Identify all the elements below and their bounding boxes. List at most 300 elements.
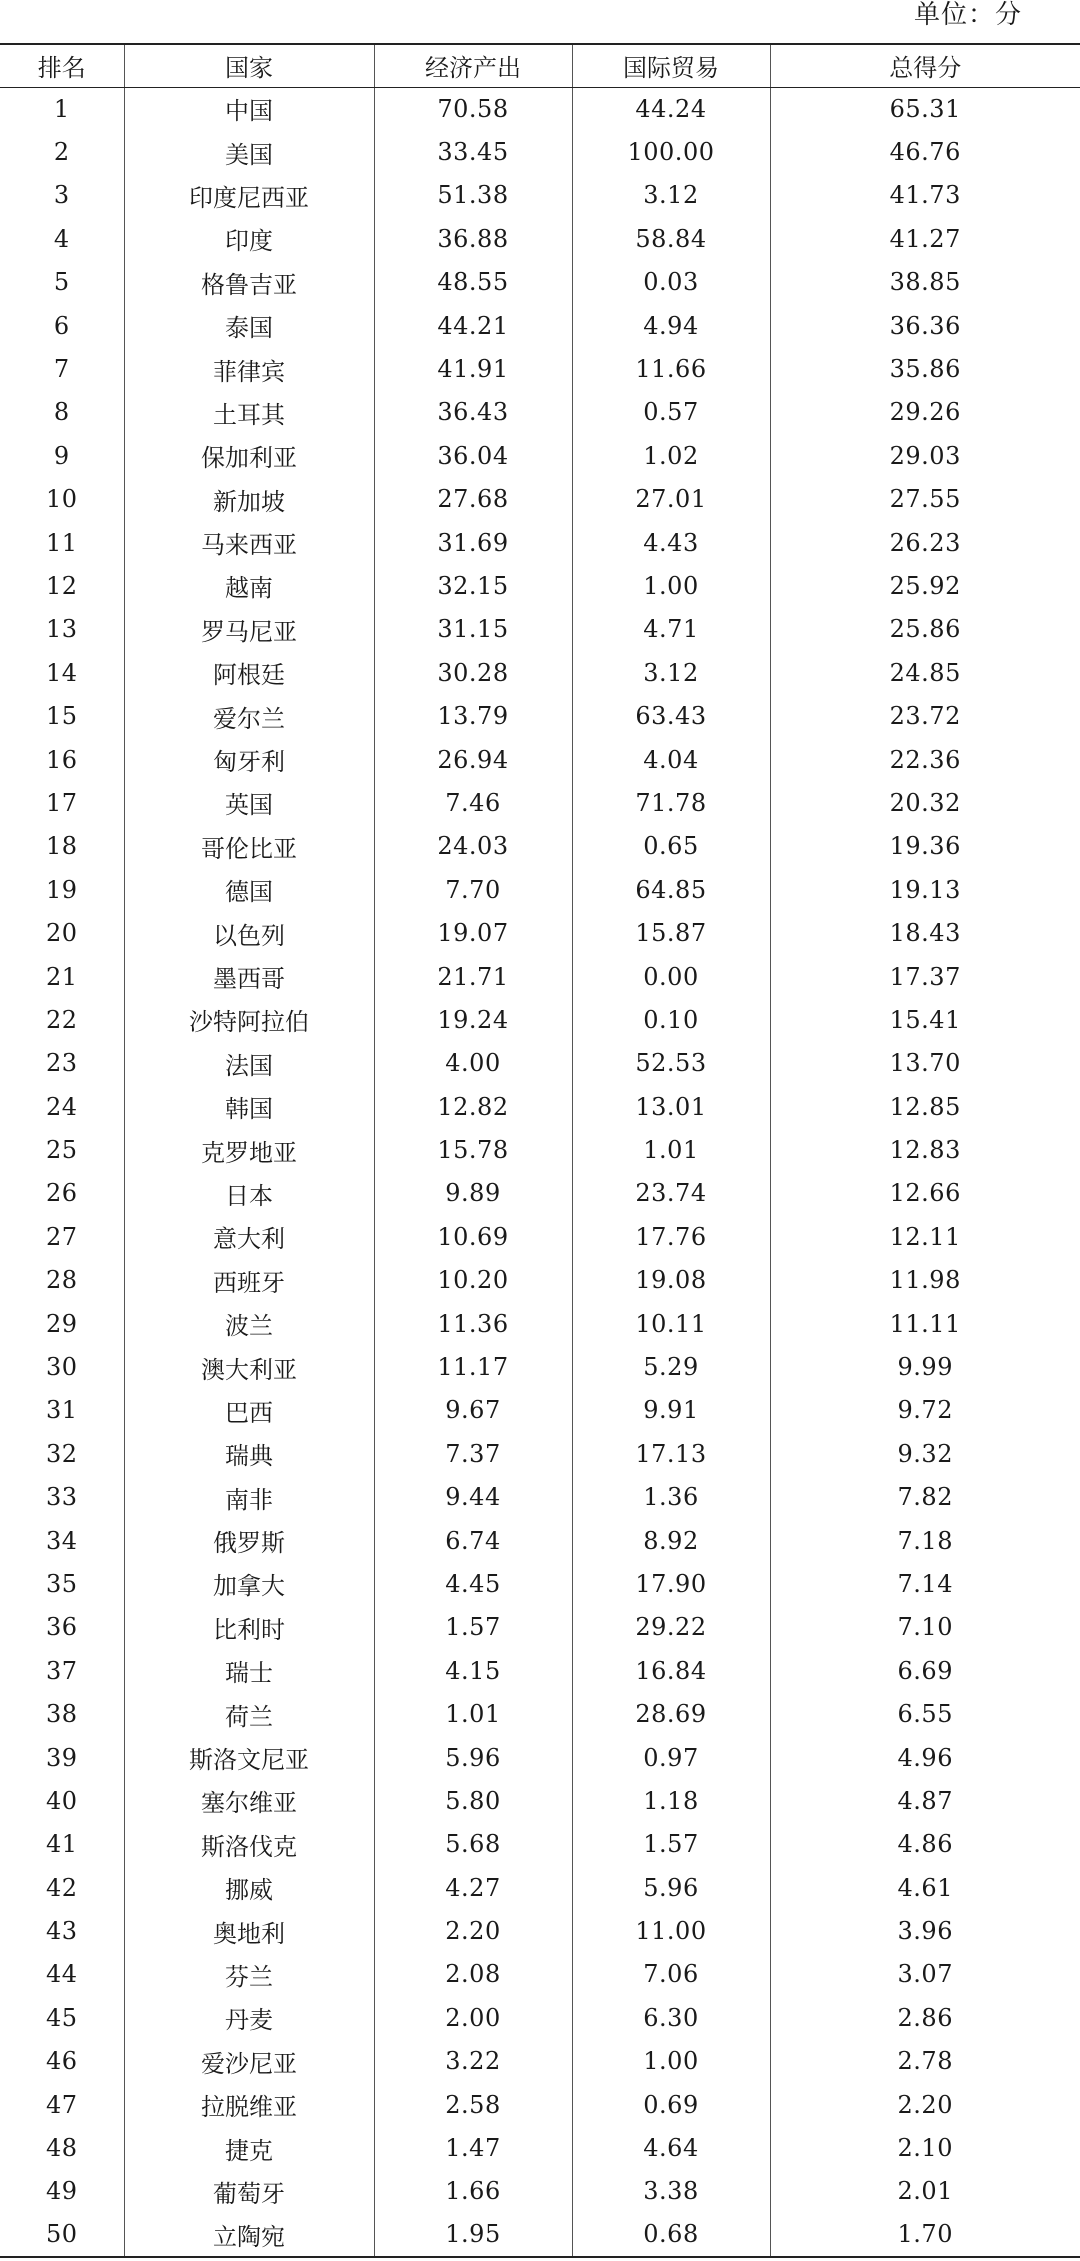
table-row xyxy=(0,911,1080,954)
cell-international-trade: 1.01 xyxy=(572,1128,770,1171)
cell-international-trade: 71.78 xyxy=(572,781,770,824)
table-row xyxy=(0,1909,1080,1952)
cell-economic-output: 33.45 xyxy=(374,130,572,173)
cell-total-score: 4.87 xyxy=(770,1779,1080,1822)
cell-economic-output: 44.21 xyxy=(374,304,572,347)
table-row xyxy=(0,391,1080,434)
cell-rank: 37 xyxy=(45,1656,78,1685)
cell-total-score: 7.82 xyxy=(770,1476,1080,1519)
cell-economic-output: 4.45 xyxy=(374,1562,572,1605)
cell-economic-output: 70.58 xyxy=(374,87,572,130)
cell-international-trade: 5.96 xyxy=(572,1866,770,1909)
cell-total-score: 46.76 xyxy=(770,130,1080,173)
table-row xyxy=(0,261,1080,304)
cell-total-score: 3.07 xyxy=(770,1953,1080,1996)
cell-economic-output: 1.95 xyxy=(374,2213,572,2256)
table-row xyxy=(0,1779,1080,1822)
table-row xyxy=(0,868,1080,911)
cell-total-score: 11.11 xyxy=(770,1302,1080,1345)
table-row xyxy=(0,347,1080,390)
cell-rank: 11 xyxy=(45,528,78,557)
cell-total-score: 38.85 xyxy=(770,261,1080,304)
cell-international-trade: 1.02 xyxy=(572,434,770,477)
cell-total-score: 6.55 xyxy=(770,1692,1080,1735)
cell-country: 巴西 xyxy=(124,1389,374,1432)
cell-rank: 9 xyxy=(53,441,70,470)
cell-economic-output: 15.78 xyxy=(374,1128,572,1171)
cell-economic-output: 2.58 xyxy=(374,2083,572,2126)
cell-rank: 39 xyxy=(45,1743,78,1772)
cell-economic-output: 11.36 xyxy=(374,1302,572,1345)
cell-international-trade: 0.00 xyxy=(572,955,770,998)
table-row xyxy=(0,304,1080,347)
cell-rank: 20 xyxy=(45,919,78,948)
cell-country: 菲律宾 xyxy=(124,347,374,390)
cell-international-trade: 4.04 xyxy=(572,738,770,781)
cell-rank: 12 xyxy=(45,571,78,600)
cell-rank: 35 xyxy=(45,1569,78,1598)
cell-economic-output: 9.67 xyxy=(374,1389,572,1432)
cell-rank: 1 xyxy=(53,94,70,123)
cell-international-trade: 8.92 xyxy=(572,1519,770,1562)
cell-total-score: 29.26 xyxy=(770,391,1080,434)
cell-total-score: 12.66 xyxy=(770,1172,1080,1215)
cell-country: 新加坡 xyxy=(124,478,374,521)
cell-rank: 2 xyxy=(53,138,70,167)
cell-country: 比利时 xyxy=(124,1606,374,1649)
cell-country: 爱沙尼亚 xyxy=(124,2040,374,2083)
table-row xyxy=(0,781,1080,824)
cell-rank: 38 xyxy=(45,1700,78,1729)
cell-total-score: 2.20 xyxy=(770,2083,1080,2126)
cell-total-score: 17.37 xyxy=(770,955,1080,998)
cell-rank: 48 xyxy=(45,2134,78,2163)
cell-total-score: 2.78 xyxy=(770,2040,1080,2083)
cell-international-trade: 10.11 xyxy=(572,1302,770,1345)
cell-total-score: 41.73 xyxy=(770,174,1080,217)
cell-economic-output: 36.88 xyxy=(374,217,572,260)
cell-total-score: 12.83 xyxy=(770,1128,1080,1171)
cell-economic-output: 5.80 xyxy=(374,1779,572,1822)
cell-economic-output: 51.38 xyxy=(374,174,572,217)
cell-country: 中国 xyxy=(124,87,374,130)
cell-total-score: 15.41 xyxy=(770,998,1080,1041)
cell-total-score: 24.85 xyxy=(770,651,1080,694)
cell-international-trade: 4.94 xyxy=(572,304,770,347)
table-row xyxy=(0,1389,1080,1432)
cell-total-score: 26.23 xyxy=(770,521,1080,564)
cell-total-score: 20.32 xyxy=(770,781,1080,824)
cell-rank: 47 xyxy=(45,2090,78,2119)
cell-country: 以色列 xyxy=(124,911,374,954)
cell-international-trade: 0.97 xyxy=(572,1736,770,1779)
header-country: 国家 xyxy=(124,44,374,87)
cell-country: 阿根廷 xyxy=(124,651,374,694)
cell-rank: 26 xyxy=(45,1179,78,1208)
cell-country: 德国 xyxy=(124,868,374,911)
cell-economic-output: 36.43 xyxy=(374,391,572,434)
cell-international-trade: 1.00 xyxy=(572,564,770,607)
cell-country: 泰国 xyxy=(124,304,374,347)
table-row xyxy=(0,651,1080,694)
cell-international-trade: 1.00 xyxy=(572,2040,770,2083)
cell-international-trade: 27.01 xyxy=(572,478,770,521)
cell-country: 爱尔兰 xyxy=(124,694,374,737)
cell-international-trade: 52.53 xyxy=(572,1042,770,1085)
table-row xyxy=(0,1345,1080,1388)
cell-international-trade: 15.87 xyxy=(572,911,770,954)
cell-rank: 25 xyxy=(45,1136,78,1165)
cell-rank: 21 xyxy=(45,962,78,991)
cell-total-score: 4.61 xyxy=(770,1866,1080,1909)
table-row xyxy=(0,478,1080,521)
cell-rank: 8 xyxy=(53,398,70,427)
cell-country: 保加利亚 xyxy=(124,434,374,477)
cell-rank: 30 xyxy=(45,1353,78,1382)
cell-country: 斯洛文尼亚 xyxy=(124,1736,374,1779)
cell-economic-output: 19.24 xyxy=(374,998,572,1041)
cell-rank: 29 xyxy=(45,1309,78,1338)
cell-total-score: 22.36 xyxy=(770,738,1080,781)
cell-country: 俄罗斯 xyxy=(124,1519,374,1562)
cell-rank: 15 xyxy=(45,702,78,731)
table-row xyxy=(0,1736,1080,1779)
cell-country: 荷兰 xyxy=(124,1692,374,1735)
cell-economic-output: 1.47 xyxy=(374,2126,572,2169)
table-body xyxy=(0,87,1080,2257)
cell-international-trade: 7.06 xyxy=(572,1953,770,1996)
table-row xyxy=(0,130,1080,173)
cell-country: 土耳其 xyxy=(124,391,374,434)
cell-total-score: 36.36 xyxy=(770,304,1080,347)
cell-economic-output: 27.68 xyxy=(374,478,572,521)
cell-total-score: 23.72 xyxy=(770,694,1080,737)
cell-rank: 18 xyxy=(45,832,78,861)
table-row xyxy=(0,2213,1080,2256)
cell-country: 南非 xyxy=(124,1476,374,1519)
cell-international-trade: 1.57 xyxy=(572,1823,770,1866)
cell-total-score: 2.86 xyxy=(770,1996,1080,2039)
cell-rank: 49 xyxy=(45,2177,78,2206)
cell-total-score: 41.27 xyxy=(770,217,1080,260)
cell-country: 塞尔维亚 xyxy=(124,1779,374,1822)
cell-country: 美国 xyxy=(124,130,374,173)
table-row xyxy=(0,1128,1080,1171)
cell-country: 挪威 xyxy=(124,1866,374,1909)
cell-country: 西班牙 xyxy=(124,1259,374,1302)
table-row xyxy=(0,217,1080,260)
table-row xyxy=(0,2083,1080,2126)
cell-economic-output: 9.89 xyxy=(374,1172,572,1215)
header-international-trade: 国际贸易 xyxy=(572,44,770,87)
cell-total-score: 6.69 xyxy=(770,1649,1080,1692)
cell-international-trade: 58.84 xyxy=(572,217,770,260)
cell-total-score: 18.43 xyxy=(770,911,1080,954)
cell-economic-output: 5.68 xyxy=(374,1823,572,1866)
table-row xyxy=(0,1259,1080,1302)
cell-international-trade: 6.30 xyxy=(572,1996,770,2039)
cell-total-score: 9.32 xyxy=(770,1432,1080,1475)
cell-economic-output: 41.91 xyxy=(374,347,572,390)
table-row xyxy=(0,1215,1080,1258)
table-row xyxy=(0,564,1080,607)
cell-country: 克罗地亚 xyxy=(124,1128,374,1171)
cell-total-score: 4.96 xyxy=(770,1736,1080,1779)
cell-international-trade: 63.43 xyxy=(572,694,770,737)
cell-economic-output: 11.17 xyxy=(374,1345,572,1388)
cell-economic-output: 5.96 xyxy=(374,1736,572,1779)
table-row xyxy=(0,1432,1080,1475)
cell-economic-output: 31.69 xyxy=(374,521,572,564)
cell-total-score: 2.01 xyxy=(770,2170,1080,2213)
cell-international-trade: 4.71 xyxy=(572,608,770,651)
cell-economic-output: 6.74 xyxy=(374,1519,572,1562)
table-row xyxy=(0,174,1080,217)
cell-country: 芬兰 xyxy=(124,1953,374,1996)
cell-international-trade: 0.57 xyxy=(572,391,770,434)
cell-total-score: 29.03 xyxy=(770,434,1080,477)
cell-rank: 19 xyxy=(45,875,78,904)
table-row xyxy=(0,434,1080,477)
cell-total-score: 11.98 xyxy=(770,1259,1080,1302)
cell-rank: 5 xyxy=(53,268,70,297)
cell-economic-output: 4.27 xyxy=(374,1866,572,1909)
cell-international-trade: 0.03 xyxy=(572,261,770,304)
cell-international-trade: 9.91 xyxy=(572,1389,770,1432)
header-rank: 排名 xyxy=(0,44,124,87)
table-row xyxy=(0,1953,1080,1996)
cell-country: 沙特阿拉伯 xyxy=(124,998,374,1041)
table-row xyxy=(0,608,1080,651)
cell-economic-output: 32.15 xyxy=(374,564,572,607)
cell-rank: 42 xyxy=(45,1873,78,1902)
cell-country: 捷克 xyxy=(124,2126,374,2169)
header-row xyxy=(0,44,1080,87)
cell-total-score: 2.10 xyxy=(770,2126,1080,2169)
cell-economic-output: 7.37 xyxy=(374,1432,572,1475)
cell-rank: 23 xyxy=(45,1049,78,1078)
cell-country: 印度 xyxy=(124,217,374,260)
cell-country: 格鲁吉亚 xyxy=(124,261,374,304)
cell-total-score: 12.11 xyxy=(770,1215,1080,1258)
cell-international-trade: 0.65 xyxy=(572,825,770,868)
cell-rank: 16 xyxy=(45,745,78,774)
cell-economic-output: 3.22 xyxy=(374,2040,572,2083)
header-total-score: 总得分 xyxy=(770,44,1080,87)
table-header xyxy=(0,44,1080,87)
table-row xyxy=(0,1476,1080,1519)
cell-rank: 41 xyxy=(45,1830,78,1859)
cell-economic-output: 26.94 xyxy=(374,738,572,781)
table-row xyxy=(0,1302,1080,1345)
cell-international-trade: 19.08 xyxy=(572,1259,770,1302)
cell-economic-output: 7.46 xyxy=(374,781,572,824)
cell-country: 拉脱维亚 xyxy=(124,2083,374,2126)
table-row xyxy=(0,1649,1080,1692)
table-row xyxy=(0,825,1080,868)
cell-total-score: 1.70 xyxy=(770,2213,1080,2256)
cell-economic-output: 7.70 xyxy=(374,868,572,911)
cell-economic-output: 2.20 xyxy=(374,1909,572,1952)
cell-economic-output: 2.00 xyxy=(374,1996,572,2039)
table-row xyxy=(0,1996,1080,2039)
table-row xyxy=(0,1085,1080,1128)
table-row xyxy=(0,521,1080,564)
cell-rank: 3 xyxy=(53,181,70,210)
cell-international-trade: 0.10 xyxy=(572,998,770,1041)
table-row xyxy=(0,2170,1080,2213)
cell-country: 印度尼西亚 xyxy=(124,174,374,217)
cell-rank: 10 xyxy=(45,485,78,514)
cell-country: 韩国 xyxy=(124,1085,374,1128)
cell-international-trade: 1.18 xyxy=(572,1779,770,1822)
table-row xyxy=(0,738,1080,781)
cell-international-trade: 13.01 xyxy=(572,1085,770,1128)
cell-country: 奥地利 xyxy=(124,1909,374,1952)
cell-international-trade: 28.69 xyxy=(572,1692,770,1735)
cell-country: 立陶宛 xyxy=(124,2213,374,2256)
cell-rank: 43 xyxy=(45,1917,78,1946)
cell-economic-output: 4.00 xyxy=(374,1042,572,1085)
cell-country: 匈牙利 xyxy=(124,738,374,781)
cell-international-trade: 3.12 xyxy=(572,651,770,694)
cell-country: 法国 xyxy=(124,1042,374,1085)
cell-economic-output: 1.01 xyxy=(374,1692,572,1735)
cell-economic-output: 1.66 xyxy=(374,2170,572,2213)
cell-total-score: 13.70 xyxy=(770,1042,1080,1085)
cell-economic-output: 9.44 xyxy=(374,1476,572,1519)
cell-rank: 32 xyxy=(45,1439,78,1468)
cell-economic-output: 21.71 xyxy=(374,955,572,998)
cell-international-trade: 17.13 xyxy=(572,1432,770,1475)
cell-rank: 46 xyxy=(45,2047,78,2076)
cell-international-trade: 0.68 xyxy=(572,2213,770,2256)
cell-total-score: 65.31 xyxy=(770,87,1080,130)
cell-economic-output: 2.08 xyxy=(374,1953,572,1996)
cell-total-score: 27.55 xyxy=(770,478,1080,521)
table-row xyxy=(0,694,1080,737)
table-row xyxy=(0,1172,1080,1215)
cell-economic-output: 1.57 xyxy=(374,1606,572,1649)
table-row xyxy=(0,955,1080,998)
table-row xyxy=(0,1823,1080,1866)
cell-international-trade: 5.29 xyxy=(572,1345,770,1388)
cell-economic-output: 12.82 xyxy=(374,1085,572,1128)
cell-rank: 28 xyxy=(45,1266,78,1295)
cell-economic-output: 31.15 xyxy=(374,608,572,651)
cell-country: 瑞士 xyxy=(124,1649,374,1692)
cell-international-trade: 11.00 xyxy=(572,1909,770,1952)
cell-total-score: 3.96 xyxy=(770,1909,1080,1952)
table-row xyxy=(0,1042,1080,1085)
cell-international-trade: 1.36 xyxy=(572,1476,770,1519)
cell-total-score: 9.99 xyxy=(770,1345,1080,1388)
cell-international-trade: 0.69 xyxy=(572,2083,770,2126)
unit-label: 单位：分 xyxy=(913,0,1022,30)
ranking-table xyxy=(0,43,1080,2258)
cell-economic-output: 13.79 xyxy=(374,694,572,737)
cell-country: 日本 xyxy=(124,1172,374,1215)
cell-country: 哥伦比亚 xyxy=(124,825,374,868)
cell-total-score: 19.36 xyxy=(770,825,1080,868)
cell-total-score: 7.10 xyxy=(770,1606,1080,1649)
table-row xyxy=(0,2040,1080,2083)
cell-international-trade: 64.85 xyxy=(572,868,770,911)
cell-country: 马来西亚 xyxy=(124,521,374,564)
cell-total-score: 7.14 xyxy=(770,1562,1080,1605)
cell-country: 瑞典 xyxy=(124,1432,374,1475)
cell-rank: 4 xyxy=(53,224,70,253)
cell-rank: 50 xyxy=(0,2213,124,2256)
cell-rank: 36 xyxy=(45,1613,78,1642)
cell-country: 加拿大 xyxy=(124,1562,374,1605)
cell-rank: 22 xyxy=(45,1005,78,1034)
cell-rank: 14 xyxy=(45,658,78,687)
cell-economic-output: 48.55 xyxy=(374,261,572,304)
cell-economic-output: 19.07 xyxy=(374,911,572,954)
cell-country: 罗马尼亚 xyxy=(124,608,374,651)
cell-international-trade: 4.64 xyxy=(572,2126,770,2169)
cell-country: 葡萄牙 xyxy=(124,2170,374,2213)
cell-international-trade: 23.74 xyxy=(572,1172,770,1215)
table-row xyxy=(0,2126,1080,2169)
header-economic-output: 经济产出 xyxy=(374,44,572,87)
cell-total-score: 7.18 xyxy=(770,1519,1080,1562)
cell-international-trade: 44.24 xyxy=(572,87,770,130)
cell-international-trade: 100.00 xyxy=(572,130,770,173)
cell-rank: 27 xyxy=(45,1222,78,1251)
table-row xyxy=(0,1866,1080,1909)
cell-rank: 6 xyxy=(53,311,70,340)
cell-international-trade: 3.12 xyxy=(572,174,770,217)
cell-rank: 40 xyxy=(45,1786,78,1815)
cell-rank: 13 xyxy=(45,615,78,644)
cell-economic-output: 30.28 xyxy=(374,651,572,694)
cell-economic-output: 36.04 xyxy=(374,434,572,477)
table-row xyxy=(0,1562,1080,1605)
cell-international-trade: 17.90 xyxy=(572,1562,770,1605)
cell-total-score: 12.85 xyxy=(770,1085,1080,1128)
cell-country: 英国 xyxy=(124,781,374,824)
cell-rank: 17 xyxy=(45,788,78,817)
cell-international-trade: 3.38 xyxy=(572,2170,770,2213)
cell-international-trade: 17.76 xyxy=(572,1215,770,1258)
ranking-table-container xyxy=(0,43,1080,2258)
cell-total-score: 4.86 xyxy=(770,1823,1080,1866)
cell-rank: 31 xyxy=(45,1396,78,1425)
cell-international-trade: 29.22 xyxy=(572,1606,770,1649)
cell-rank: 33 xyxy=(45,1483,78,1512)
cell-rank: 44 xyxy=(45,1960,78,1989)
cell-total-score: 25.92 xyxy=(770,564,1080,607)
cell-rank: 24 xyxy=(45,1092,78,1121)
cell-total-score: 19.13 xyxy=(770,868,1080,911)
cell-rank: 45 xyxy=(45,2003,78,2032)
cell-economic-output: 10.69 xyxy=(374,1215,572,1258)
cell-international-trade: 16.84 xyxy=(572,1649,770,1692)
cell-country: 越南 xyxy=(124,564,374,607)
table-row xyxy=(0,1606,1080,1649)
cell-country: 墨西哥 xyxy=(124,955,374,998)
table-row xyxy=(0,1692,1080,1735)
cell-international-trade: 11.66 xyxy=(572,347,770,390)
cell-total-score: 35.86 xyxy=(770,347,1080,390)
table-row xyxy=(0,87,1080,130)
cell-total-score: 9.72 xyxy=(770,1389,1080,1432)
table-row xyxy=(0,998,1080,1041)
cell-rank: 7 xyxy=(53,355,70,384)
cell-rank: 34 xyxy=(45,1526,78,1555)
